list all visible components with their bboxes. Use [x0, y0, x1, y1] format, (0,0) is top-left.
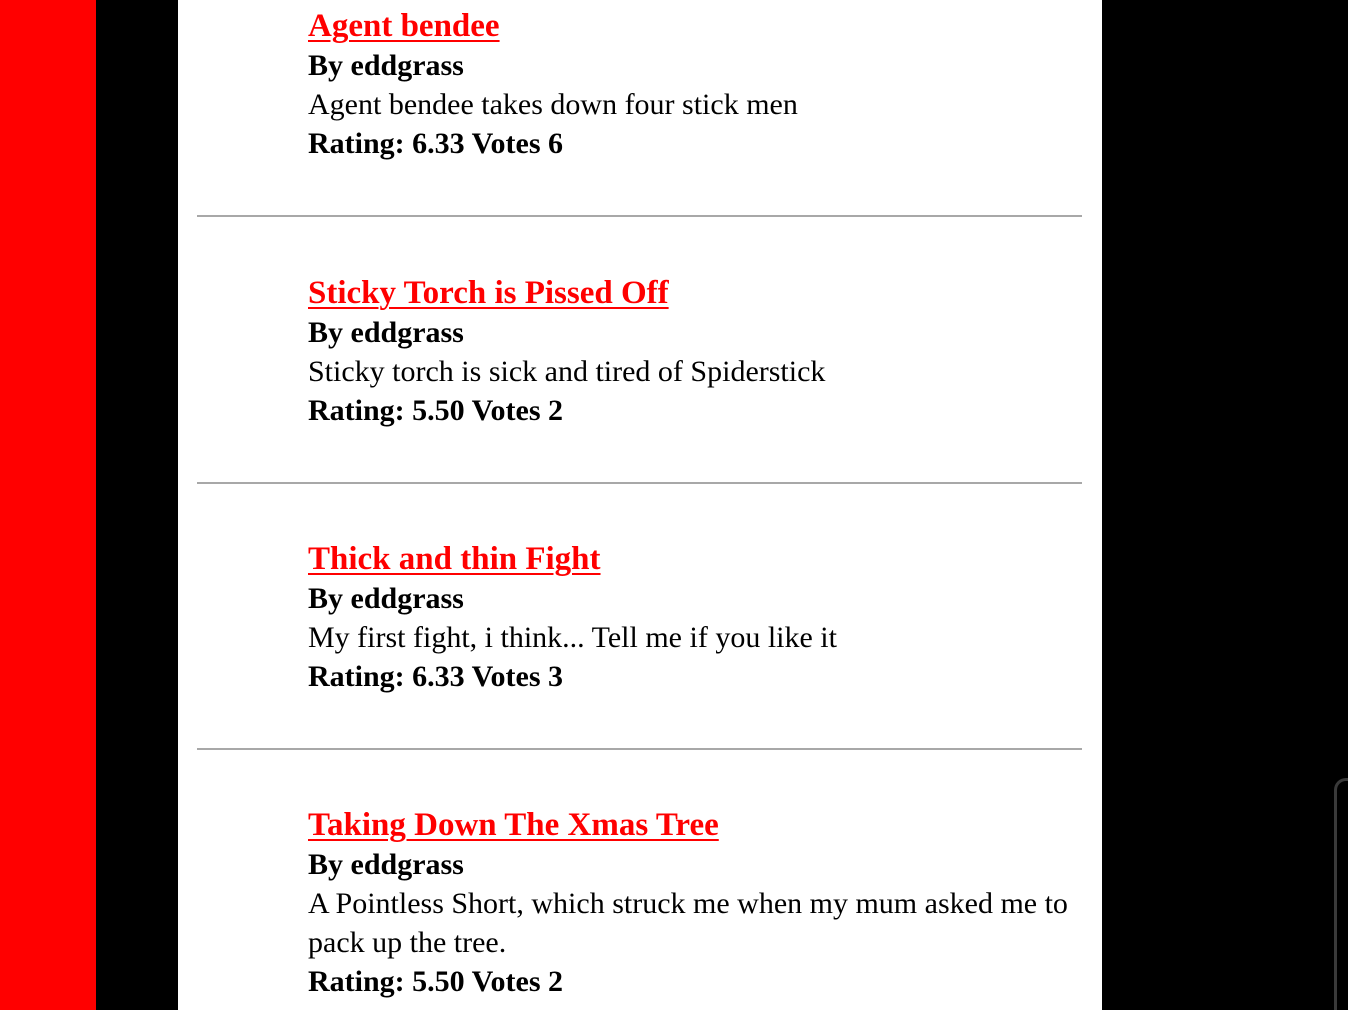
entry-rating: Rating: 6.33 Votes 6 — [308, 127, 564, 160]
left-red-border — [0, 0, 96, 1010]
list-item — [308, 539, 1088, 696]
entry-title-link[interactable]: Sticky Torch is Pissed Off — [308, 275, 669, 311]
entry-description: Sticky torch is sick and tired of Spiderstick — [308, 355, 826, 388]
entry-author: By eddgrass — [308, 316, 464, 349]
divider — [197, 215, 1082, 217]
entry-title-link[interactable]: Thick and thin Fight — [308, 541, 601, 577]
entry-description: A Pointless Short, which struck me when my mum asked me to pack up the tree. — [308, 887, 1068, 959]
entry-author: By eddgrass — [308, 49, 464, 82]
list-item — [308, 6, 1088, 163]
entry-author: By eddgrass — [308, 582, 464, 615]
entry-description: My first fight, i think... Tell me if you like it — [308, 621, 837, 654]
entry-rating: Rating: 6.33 Votes 3 — [308, 660, 564, 693]
list-item — [308, 805, 1088, 1001]
entry-title-link[interactable]: Taking Down The Xmas Tree — [308, 807, 719, 843]
entry-author: By eddgrass — [308, 848, 464, 881]
scroll-handle[interactable] — [1334, 778, 1348, 1010]
entry-rating: Rating: 5.50 Votes 2 — [308, 394, 564, 427]
entry-title-link[interactable]: Agent bendee — [308, 8, 500, 44]
divider — [197, 748, 1082, 750]
entry-rating: Rating: 5.50 Votes 2 — [308, 965, 564, 998]
divider — [197, 482, 1082, 484]
content-panel[interactable] — [178, 0, 1102, 1010]
entry-description: Agent bendee takes down four stick men — [308, 88, 798, 121]
list-item — [308, 273, 1088, 430]
